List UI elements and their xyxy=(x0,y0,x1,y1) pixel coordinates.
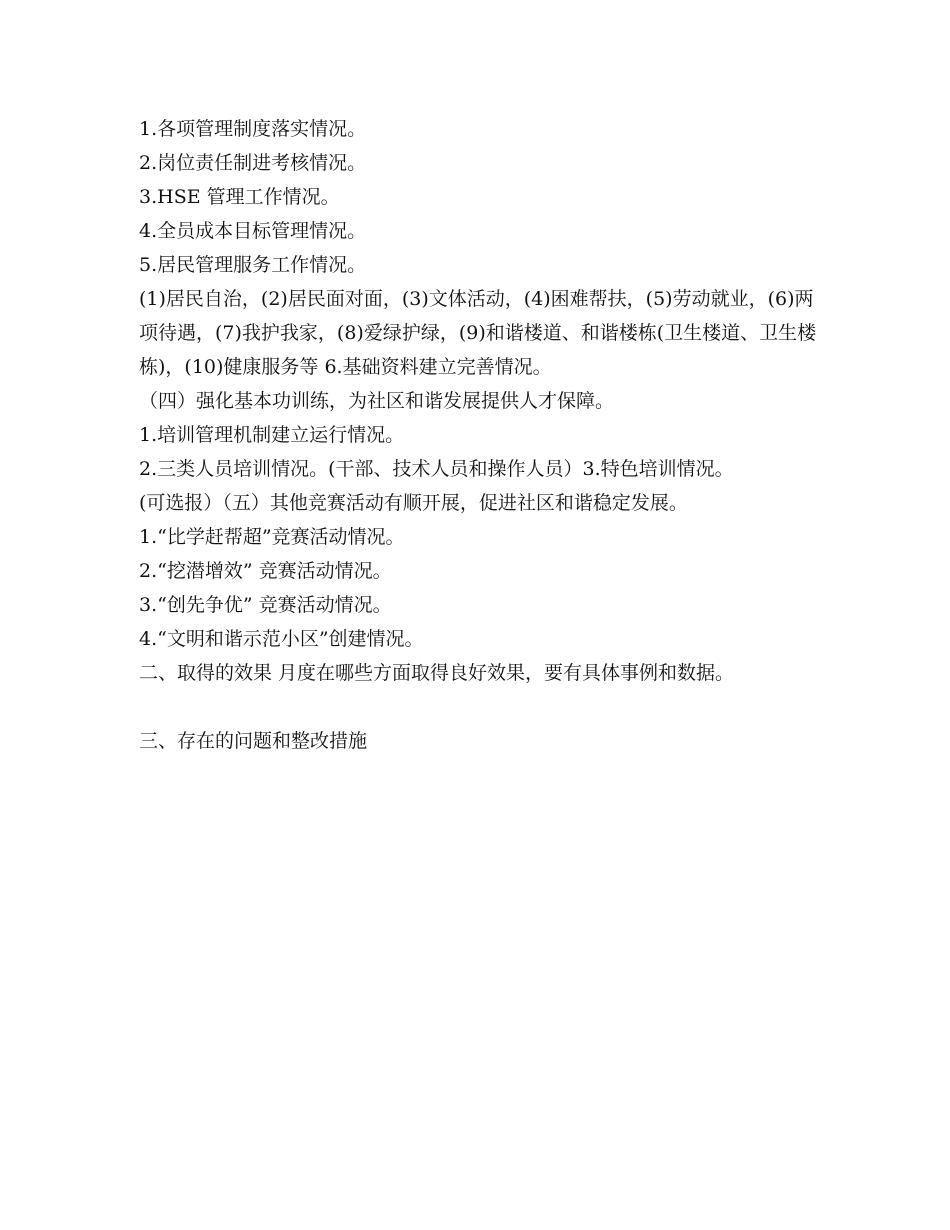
item-post-responsibility: 2.岗位责任制进考核情况。 xyxy=(139,152,367,174)
section-4-item-1: 1.培训管理机制建立运行情况。 xyxy=(139,424,405,446)
section-5-heading: (可选报）（五）其他竞赛活动有顺开展，促进社区和谐稳定发展。 xyxy=(139,492,688,514)
blank-line xyxy=(139,690,819,724)
section-5-item-2: 2.“挖潜增效” 竞赛活动情况。 xyxy=(139,560,392,582)
document-body xyxy=(139,112,819,758)
item-cost-target: 4.全员成本目标管理情况。 xyxy=(139,220,367,242)
results-heading: 二、取得的效果 月度在哪些方面取得良好效果，要有具体事例和数据。 xyxy=(139,662,735,684)
section-4-item-2: 2.三类人员培训情况。(干部、技术人员和操作人员）3.特色培训情况。 xyxy=(139,458,734,480)
item-resident-services: 5.居民管理服务工作情况。 xyxy=(139,254,367,276)
item-management-systems: 1.各项管理制度落实情况。 xyxy=(139,118,367,140)
section-5-item-4: 4.“文明和谐示范小区”创建情况。 xyxy=(139,628,424,650)
problems-heading: 三、存在的问题和整改措施 xyxy=(139,730,368,752)
section-5-item-3: 3.“创先争优” 竞赛活动情况。 xyxy=(139,594,392,616)
section-4-heading: （四）强化基本功训练，为社区和谐发展提供人才保障。 xyxy=(139,390,615,412)
resident-services-detail: (1)居民自治，(2)居民面对面，(3)文体活动，(4)困难帮扶，(5)劳动就业，(6)两项待遇，(7)我护我家，(8)爱绿护绿，(9)和谐楼道、和谐楼栋(卫生楼道、卫生楼栋)，(10)健康服务等 6.基础资料建立完善情况。 xyxy=(139,288,817,378)
section-5-item-1: 1.“比学赶帮超”竞赛活动情况。 xyxy=(139,526,405,548)
item-hse-management: 3.HSE 管理工作情况。 xyxy=(139,186,340,208)
